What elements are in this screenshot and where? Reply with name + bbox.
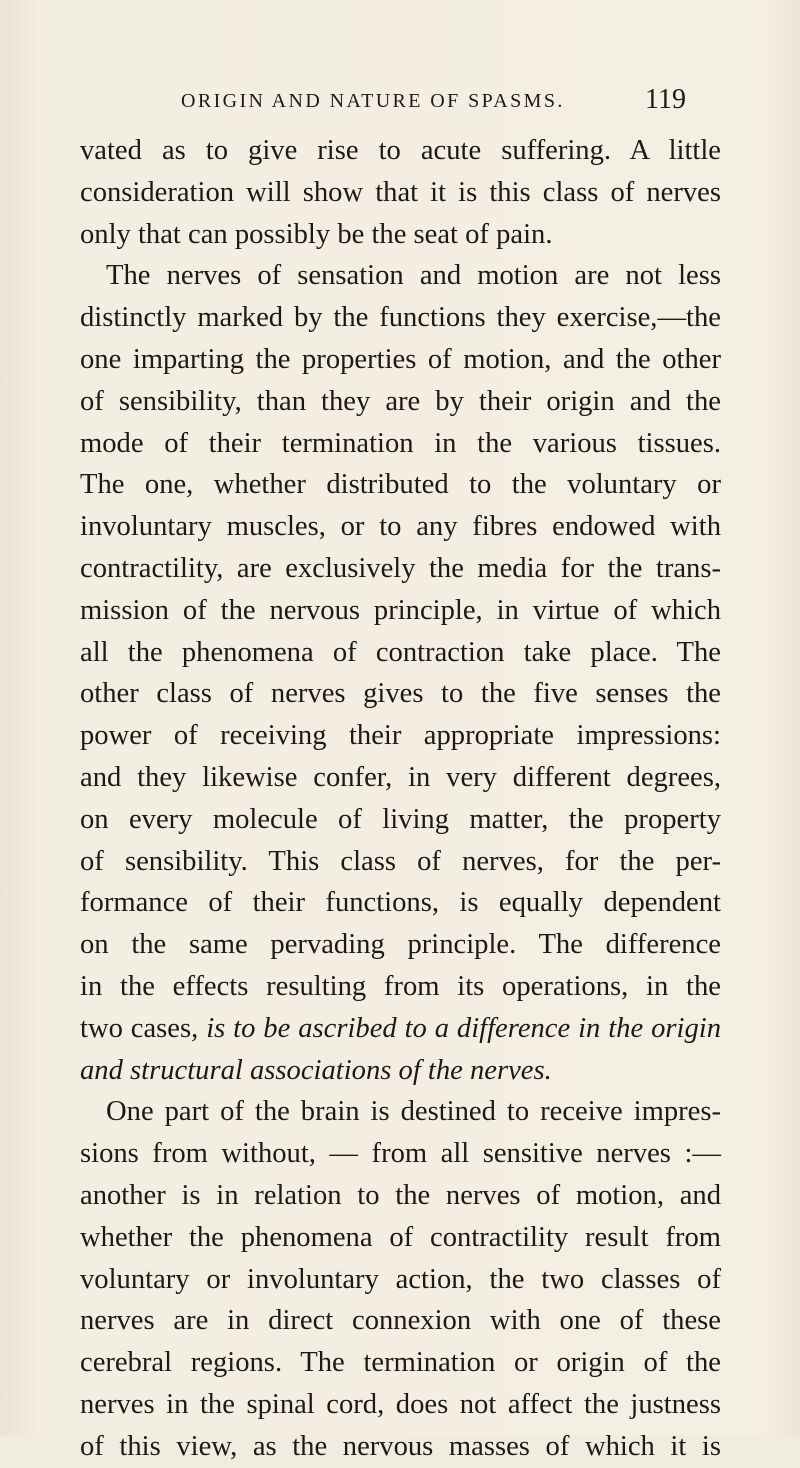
text-line: vated as to give rise to acute suffering. A little: [80, 135, 721, 166]
italic-text-line: and structural associations of the nerves.: [80, 1054, 552, 1086]
text-line: of sensibility, than they are by their origin and the: [80, 385, 721, 417]
text-line: and they likewise confer, in very different degrees,: [80, 761, 721, 793]
page-number: 119: [645, 84, 686, 115]
italic-text-run: is to be ascribed to a difference in the origin: [206, 1012, 721, 1044]
text-line: all the phenomena of contraction take place. The: [80, 636, 721, 668]
text-line: consideration will show that it is this class of nerves: [80, 176, 721, 208]
paragraph-start-line: One part of the brain is destined to receive impres-: [106, 1096, 721, 1128]
paragraph-start-line: The nerves of sensation and motion are not less: [106, 260, 721, 292]
page-header: [181, 84, 686, 118]
text-line: another is in relation to the nerves of motion, and: [80, 1179, 721, 1211]
text-line: of sensibility. This class of nerves, for the per-: [80, 845, 721, 877]
text-line: contractility, are exclusively the media for the trans-: [80, 552, 721, 584]
text-line: The one, whether distributed to the voluntary or: [80, 469, 721, 501]
text-line: voluntary or involuntary action, the two classes of: [80, 1263, 721, 1295]
text-line: power of receiving their appropriate impressions:: [80, 720, 721, 752]
text-line: cerebral regions. The termination or origin of the: [80, 1347, 721, 1379]
text-line: on every molecule of living matter, the property: [80, 803, 721, 835]
text-line: sions from without, — from all sensitive nerves :—: [80, 1138, 721, 1170]
text-line: mode of their termination in the various tissues.: [80, 427, 721, 459]
text-line: whether the phenomena of contractility result from: [80, 1221, 721, 1253]
text-line: other class of nerves gives to the five senses the: [80, 678, 721, 710]
text-line: mission of the nervous principle, in virtue of which: [80, 594, 721, 626]
text-line: of this view, as the nervous masses of which it is: [80, 1430, 721, 1462]
text-line: on the same pervading principle. The difference: [80, 929, 721, 961]
text-line: only that can possibly be the seat of pain.: [80, 218, 553, 250]
text-line: one imparting the properties of motion, and the other: [80, 343, 721, 375]
text-line: involuntary muscles, or to any fibres endowed with: [80, 511, 721, 543]
text-line: in the effects resulting from its operations, in the: [80, 970, 721, 1002]
text-run: two cases,: [80, 1012, 207, 1044]
text-line: formance of their functions, is equally dependent: [80, 887, 721, 919]
running-head: ORIGIN AND NATURE OF SPASMS.: [181, 90, 565, 112]
body-text: [80, 130, 721, 1468]
text-line: nerves are in direct connexion with one of these: [80, 1305, 721, 1337]
text-line: nerves in the spinal cord, does not affect the justness: [80, 1388, 721, 1420]
text-line: distinctly marked by the functions they exercise,—the: [80, 302, 721, 334]
text-line-mixed: [80, 1008, 721, 1050]
